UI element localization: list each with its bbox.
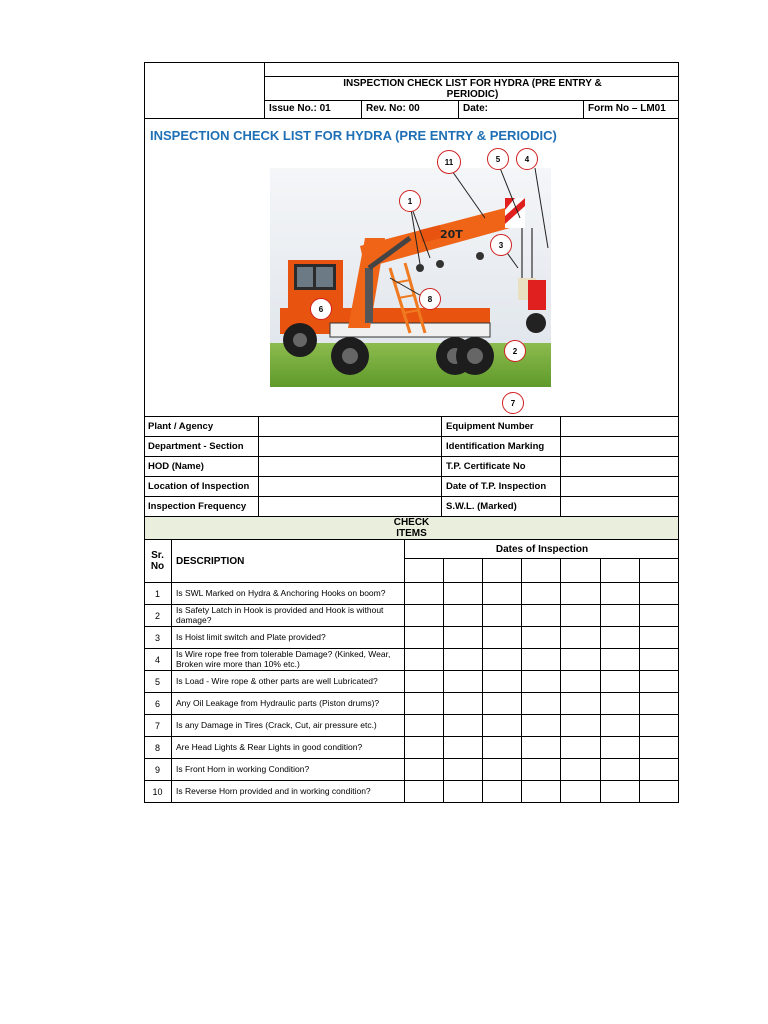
callout-8 xyxy=(419,288,441,310)
inspection-date-cell[interactable] xyxy=(405,671,443,692)
field-date-of-tp-inspection[interactable] xyxy=(561,477,679,496)
callout-2 xyxy=(504,340,526,362)
callout-7-text: 7 xyxy=(510,398,516,408)
inspection-date-cell[interactable] xyxy=(561,693,600,714)
callout-3 xyxy=(490,234,512,256)
inspection-date-cell[interactable] xyxy=(483,649,521,670)
inspection-date-cell[interactable] xyxy=(561,781,600,802)
inspection-date-cell[interactable] xyxy=(561,671,600,692)
date-header-cell[interactable] xyxy=(483,559,521,582)
row-number: 2 xyxy=(154,610,160,621)
form-no-text: Form No – LM01 xyxy=(588,103,666,114)
inspection-date-cell[interactable] xyxy=(640,649,679,670)
inspection-date-cell[interactable] xyxy=(444,649,482,670)
row-number: 3 xyxy=(154,632,160,643)
callout-4-text: 4 xyxy=(524,154,530,164)
date-header-cell[interactable] xyxy=(444,559,482,582)
callout-3-text: 3 xyxy=(498,240,504,250)
inspection-date-cell[interactable] xyxy=(561,583,600,604)
row-number: 10 xyxy=(152,786,163,797)
form-no xyxy=(584,101,679,118)
check-items-heading-line1: CHECK xyxy=(393,517,430,528)
callout-11-text: 11 xyxy=(444,157,454,167)
row-description: Is Hoist limit switch and Plate provided? xyxy=(176,631,326,642)
inspection-date-cell[interactable] xyxy=(522,627,560,648)
date-header-cell[interactable] xyxy=(522,559,560,582)
logo-box xyxy=(144,62,265,119)
header-title-text: INSPECTION CHECK LIST FOR HYDRA (PRE ENTRY & PERIODIC) xyxy=(343,78,602,100)
boom-capacity-text: 20T xyxy=(440,228,463,241)
row-description: Is any Damage in Tires (Crack, Cut, air pressure etc.) xyxy=(176,719,377,730)
field-plant-agency[interactable] xyxy=(259,417,441,436)
row-number: 9 xyxy=(154,764,160,775)
inspection-date-cell[interactable] xyxy=(522,671,560,692)
label-identification-marking: Identification Marking xyxy=(446,441,545,452)
label-inspection-frequency: Inspection Frequency xyxy=(148,501,247,512)
row-number: 7 xyxy=(154,720,160,731)
inspection-date-cell[interactable] xyxy=(444,737,482,758)
label-hod-name: HOD (Name) xyxy=(148,461,204,472)
inspection-date-cell[interactable] xyxy=(601,605,639,626)
field-identification-marking[interactable] xyxy=(561,437,679,456)
inspection-date-cell[interactable] xyxy=(483,693,521,714)
check-items-heading-line2: ITEMS xyxy=(396,527,427,539)
row-number: 8 xyxy=(154,742,160,753)
field-hod-name[interactable] xyxy=(259,457,441,476)
inspection-date-cell[interactable] xyxy=(483,715,521,736)
issue-no xyxy=(265,101,362,118)
inspection-date-cell[interactable] xyxy=(483,781,521,802)
row-line xyxy=(144,802,679,803)
callout-5 xyxy=(487,148,509,170)
label-date-of-tp-inspection: Date of T.P. Inspection xyxy=(446,481,547,492)
inspection-date-cell[interactable] xyxy=(601,583,639,604)
inspection-date-cell[interactable] xyxy=(405,781,443,802)
row-description: Is SWL Marked on Hydra & Anchoring Hooks on boom? xyxy=(176,587,386,598)
inspection-date-cell[interactable] xyxy=(405,693,443,714)
inspection-date-cell[interactable] xyxy=(483,759,521,780)
field-tp-certificate-no[interactable] xyxy=(561,457,679,476)
inspection-date-cell[interactable] xyxy=(444,781,482,802)
header-title xyxy=(330,78,615,100)
inspection-date-cell[interactable] xyxy=(522,583,560,604)
rev-no xyxy=(362,101,459,118)
inspection-date-cell[interactable] xyxy=(483,583,521,604)
inspection-date-cell[interactable] xyxy=(601,715,639,736)
field-inspection-frequency[interactable] xyxy=(259,497,441,516)
date-header-cell[interactable] xyxy=(405,559,443,582)
header-blank-row xyxy=(265,62,679,77)
date-header-cell[interactable] xyxy=(640,559,679,582)
inspection-date-cell[interactable] xyxy=(444,627,482,648)
inspection-date-cell[interactable] xyxy=(522,759,560,780)
row-description: Any Oil Leakage from Hydraulic parts (Piston drums)? xyxy=(176,697,380,708)
row-number: 1 xyxy=(154,588,160,599)
callout-5-text: 5 xyxy=(495,154,501,164)
inspection-date-cell[interactable] xyxy=(522,649,560,670)
field-equipment-number[interactable] xyxy=(561,417,679,436)
inspection-date-cell[interactable] xyxy=(601,759,639,780)
inspection-date-cell[interactable] xyxy=(561,759,600,780)
row-description: Is Safety Latch in Hook is provided and Hook is without damage? xyxy=(176,605,384,625)
inspection-date-cell[interactable] xyxy=(561,737,600,758)
inspection-date-cell[interactable] xyxy=(522,693,560,714)
inspection-date-cell[interactable] xyxy=(405,605,443,626)
callout-4 xyxy=(516,148,538,170)
date-text: Date: xyxy=(463,103,489,114)
page-title-text: INSPECTION CHECK LIST FOR HYDRA (PRE ENTRY & PERIODIC) xyxy=(150,128,557,143)
page-title xyxy=(150,128,670,144)
field-location-of-inspection[interactable] xyxy=(259,477,441,496)
row-number: 6 xyxy=(154,698,160,709)
inspection-date-cell[interactable] xyxy=(444,583,482,604)
inspection-date-cell[interactable] xyxy=(444,715,482,736)
inspection-date-cell[interactable] xyxy=(601,781,639,802)
label-location-of-inspection: Location of Inspection xyxy=(148,481,250,492)
row-description: Is Front Horn in working Condition? xyxy=(176,763,310,774)
inspection-date-cell[interactable] xyxy=(561,715,600,736)
row-description: Are Head Lights & Rear Lights in good condition? xyxy=(176,741,363,752)
inspection-date-cell[interactable] xyxy=(405,649,443,670)
inspection-date-cell[interactable] xyxy=(640,737,679,758)
inspection-date-cell[interactable] xyxy=(601,693,639,714)
callout-1-text: 1 xyxy=(407,196,413,206)
callout-8-text: 8 xyxy=(427,294,433,304)
inspection-date-cell[interactable] xyxy=(483,627,521,648)
inspection-date-cell[interactable] xyxy=(483,605,521,626)
callout-2-text: 2 xyxy=(512,346,518,356)
inspection-date-cell[interactable] xyxy=(405,715,443,736)
inspection-date-cell[interactable] xyxy=(444,693,482,714)
inspection-date-cell[interactable] xyxy=(405,627,443,648)
inspection-date-cell[interactable] xyxy=(522,715,560,736)
inspection-date-cell[interactable] xyxy=(640,671,679,692)
row-number: 4 xyxy=(154,654,160,665)
label-swl-marked: S.W.L. (Marked) xyxy=(446,501,517,512)
label-plant-agency: Plant / Agency xyxy=(148,421,214,432)
inspection-date-cell[interactable] xyxy=(561,605,600,626)
inspection-date-cell[interactable] xyxy=(522,605,560,626)
inspection-date-cell[interactable] xyxy=(640,693,679,714)
inspection-date-cell[interactable] xyxy=(444,671,482,692)
inspection-date-cell[interactable] xyxy=(561,649,600,670)
date-header-cell[interactable] xyxy=(601,559,639,582)
check-items-heading xyxy=(145,517,678,540)
inspection-date-cell[interactable] xyxy=(601,671,639,692)
srno-header: Sr. No xyxy=(150,550,165,572)
inspection-date-cell[interactable] xyxy=(601,649,639,670)
date-header-cell[interactable] xyxy=(561,559,600,582)
row-description: Is Load - Wire rope & other parts are well Lubricated? xyxy=(176,675,378,686)
inspection-date-cell[interactable] xyxy=(640,627,679,648)
inspection-date-cell[interactable] xyxy=(405,737,443,758)
inspection-date-cell[interactable] xyxy=(483,737,521,758)
inspection-date-cell[interactable] xyxy=(483,671,521,692)
callout-11 xyxy=(437,150,461,174)
inspection-date-cell[interactable] xyxy=(522,781,560,802)
issue-no-text: Issue No.: 01 xyxy=(269,103,331,114)
inspection-date-cell[interactable] xyxy=(561,627,600,648)
inspection-date-cell[interactable] xyxy=(601,737,639,758)
inspection-date-cell[interactable] xyxy=(640,605,679,626)
inspection-date-cell[interactable] xyxy=(640,715,679,736)
header-bottom-line xyxy=(144,118,679,119)
inspection-date-cell[interactable] xyxy=(640,759,679,780)
date-field xyxy=(459,101,584,118)
row-description: Is Reverse Horn provided and in working condition? xyxy=(176,785,371,796)
inspection-date-cell[interactable] xyxy=(444,605,482,626)
inspection-date-cell[interactable] xyxy=(640,781,679,802)
inspection-date-cell[interactable] xyxy=(405,583,443,604)
inspection-date-cell[interactable] xyxy=(522,737,560,758)
inspection-date-cell[interactable] xyxy=(601,627,639,648)
field-swl-marked[interactable] xyxy=(561,497,679,516)
label-department-section: Department - Section xyxy=(148,441,244,452)
check-items-table xyxy=(144,540,679,803)
row-number: 5 xyxy=(154,676,160,687)
callout-7 xyxy=(502,392,524,414)
callout-1 xyxy=(399,190,421,212)
label-equipment-number: Equipment Number xyxy=(446,421,534,432)
dates-of-inspection-header: Dates of Inspection xyxy=(495,543,589,555)
inspection-date-cell[interactable] xyxy=(405,759,443,780)
row-description: Is Wire rope free from tolerable Damage? (Kinked, Wear, Broken wire more than 10% etc.) xyxy=(176,649,391,669)
inspection-date-cell[interactable] xyxy=(640,583,679,604)
inspection-date-cell[interactable] xyxy=(444,759,482,780)
details-grid xyxy=(144,416,679,517)
description-header: DESCRIPTION xyxy=(176,555,245,567)
callout-6 xyxy=(310,298,332,320)
rev-no-text: Rev. No: 00 xyxy=(366,103,420,114)
field-department-section[interactable] xyxy=(259,437,441,456)
callout-6-text: 6 xyxy=(318,304,324,314)
label-tp-certificate-no: T.P. Certificate No xyxy=(446,461,526,472)
